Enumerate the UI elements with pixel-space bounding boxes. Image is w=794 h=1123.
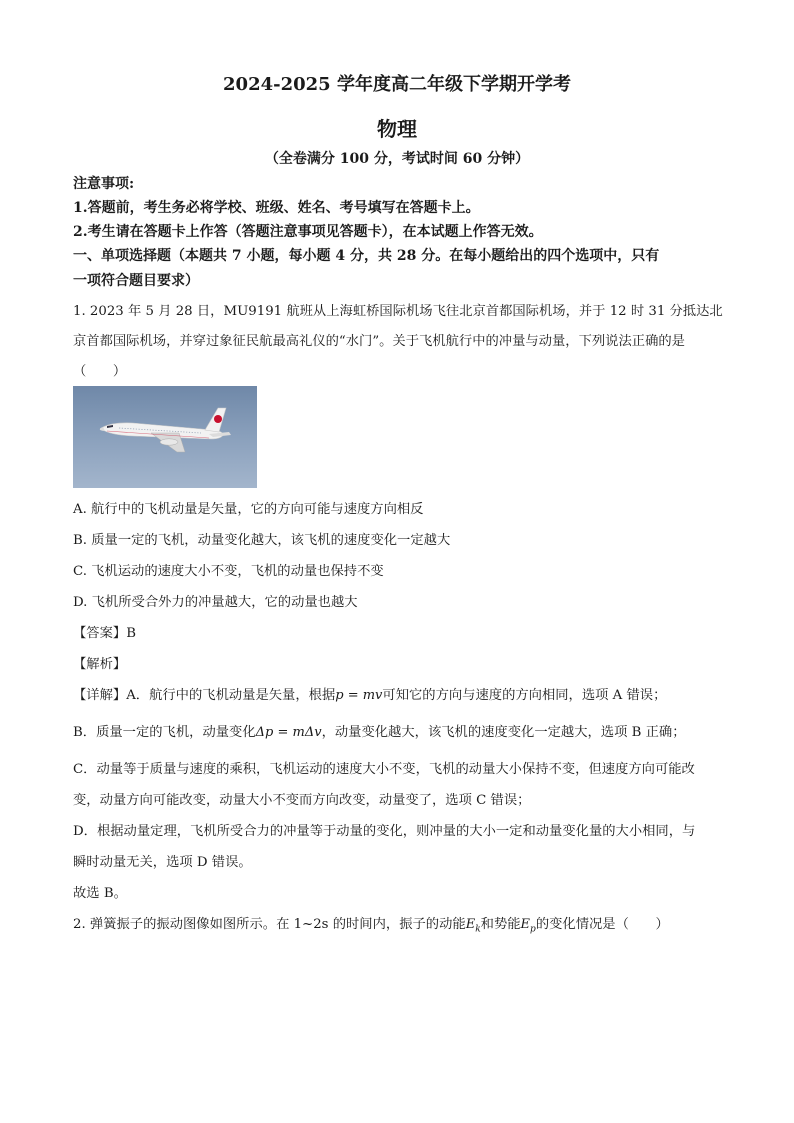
notes-heading: 注意事项: bbox=[73, 176, 135, 192]
q1-detail-a bbox=[73, 684, 666, 703]
section1-heading: 一、单项选择题（本题共 7 小题，每小题 4 分，共 28 分。在每小题给出的四个选项中，只有 bbox=[73, 248, 660, 264]
q2-stem-post: 的变化情况是（ ） bbox=[535, 917, 669, 932]
section1-heading-cont: 一项符合题目要求） bbox=[73, 273, 199, 289]
q2-stem bbox=[73, 913, 669, 935]
detail-b-post: ，动量变化越大，该飞机的速度变化一定越大，选项 B 正确； bbox=[321, 725, 686, 740]
airplane-photo bbox=[73, 386, 257, 488]
q1-detail-c-line1: C．动量等于质量与速度的乘积，飞机运动的速度大小不变，飞机的动量大小保持不变，但速度方向可能改 bbox=[73, 762, 695, 777]
notes-item-1: 1.答题前，考生务必将学校、班级、姓名、考号填写在答题卡上。 bbox=[73, 200, 480, 216]
potential-energy-symbol: $E_p$ bbox=[520, 917, 536, 935]
q1-detail-d-line2: 瞬时动量无关，选项 D 错误。 bbox=[73, 855, 252, 870]
q1-stem-line2: 京首都国际机场，并穿过象征民航最高礼仪的“水门”。关于飞机航行中的冲量与动量，下列说法正确的是 bbox=[73, 334, 685, 349]
q1-stem-line3: （ ） bbox=[73, 364, 127, 379]
q2-stem-pre: 2. 弹簧振子的振动图像如图所示。在 1~2s 的时间内，振子的动能 bbox=[73, 917, 466, 932]
detail-a-pre: A．航行中的飞机动量是矢量，根据 bbox=[126, 688, 336, 703]
exam-title: 2024-2025 学年度高二年级下学期开学考 bbox=[223, 74, 571, 95]
q1-option-d: D. 飞机所受合外力的冲量越大，它的动量也越大 bbox=[73, 595, 358, 610]
detail-label: 【详解】 bbox=[73, 688, 127, 703]
q1-conclusion: 故选 B。 bbox=[73, 886, 127, 901]
detail-a-post: 可知它的方向与速度的方向相同，选项 A 错误； bbox=[382, 688, 667, 703]
exam-subtitle: （全卷满分 100 分，考试时间 60 分钟） bbox=[264, 151, 530, 167]
answer-value: B bbox=[126, 626, 136, 641]
q1-option-b: B. 质量一定的飞机，动量变化越大，该飞机的速度变化一定越大 bbox=[73, 533, 451, 548]
q1-option-a: A. 航行中的飞机动量是矢量，它的方向可能与速度方向相反 bbox=[73, 502, 424, 517]
momentum-change-formula: Δp = mΔv bbox=[255, 725, 322, 740]
q1-detail-c-line2: 变，动量方向可能改变，动量大小不变而方向改变，动量变了，选项 C 错误； bbox=[73, 793, 531, 808]
exam-subject: 物理 bbox=[377, 117, 417, 141]
q1-stem-line1: 1. 2023 年 5 月 28 日，MU9191 航班从上海虹桥国际机场飞往北京首都国际机场，并于 12 时 31 分抵达北 bbox=[73, 304, 723, 319]
q1-detail-d-line1: D．根据动量定理，飞机所受合力的冲量等于动量的变化，则冲量的大小一定和动量变化量的大小相同，与 bbox=[73, 824, 696, 839]
kinetic-energy-symbol: $E_k$ bbox=[465, 917, 481, 935]
q1-analysis-label: 【解析】 bbox=[73, 657, 127, 672]
airplane-icon bbox=[73, 386, 257, 488]
detail-b-pre: B．质量一定的飞机，动量变化 bbox=[73, 725, 256, 740]
q1-option-c: C. 飞机运动的速度大小不变，飞机的动量也保持不变 bbox=[73, 564, 384, 579]
q1-answer bbox=[73, 622, 136, 641]
answer-label: 【答案】 bbox=[73, 626, 127, 641]
q1-detail-b bbox=[73, 721, 686, 740]
q2-stem-mid: 和势能 bbox=[480, 917, 521, 932]
notes-item-2: 2.考生请在答题卡上作答（答题注意事项见答题卡），在本试题上作答无效。 bbox=[73, 224, 543, 240]
momentum-formula: p = mv bbox=[335, 688, 383, 703]
